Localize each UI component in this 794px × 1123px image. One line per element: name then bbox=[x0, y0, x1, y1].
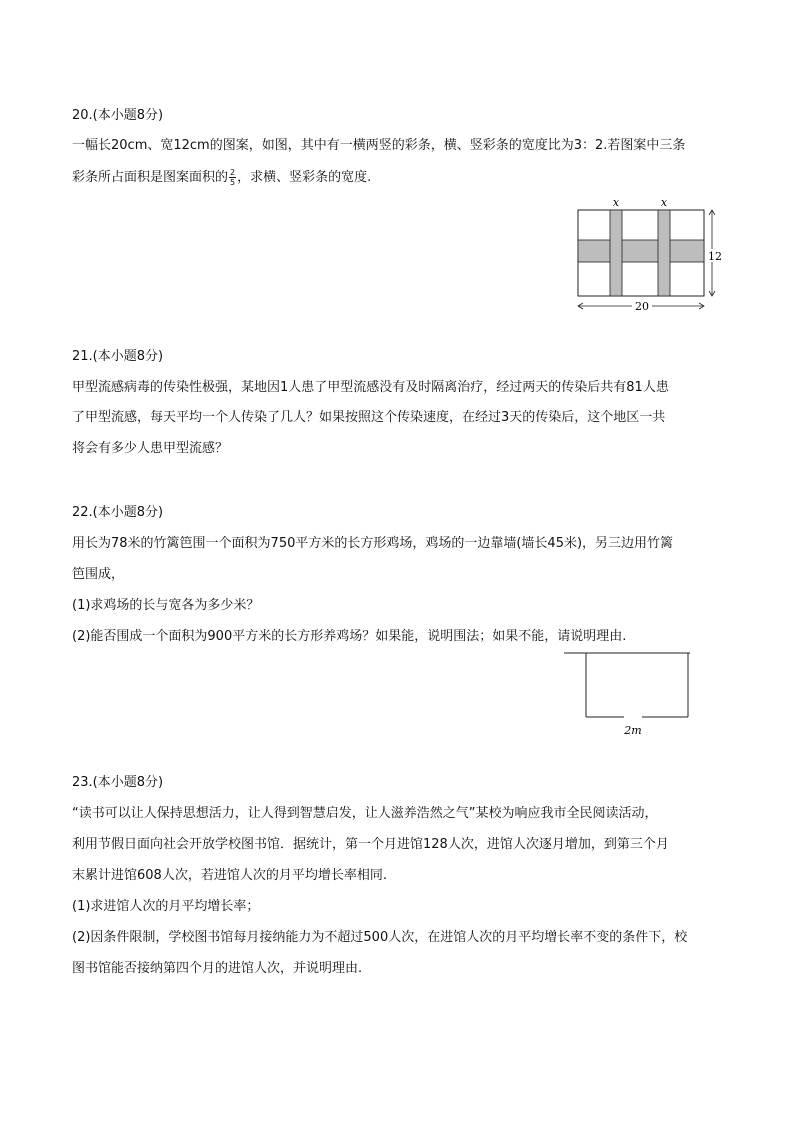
q20-label-x-2: x bbox=[660, 196, 668, 209]
q20-line-2-pre: 彩条所占面积是图案面积的 bbox=[72, 170, 229, 185]
q20-frac-den: 5 bbox=[230, 178, 236, 187]
q20-line-2-post: ，求横、竖彩条的宽度. bbox=[237, 170, 372, 185]
q23-line-2: 利用节假日面向社会开放学校图书馆．据统计，第一个月进馆128人次，进馆人次逐月增加，到第三个月 bbox=[72, 837, 669, 852]
q20-height-label: 12 bbox=[708, 250, 722, 263]
q22-line-3: (1)求鸡场的长与宽各为多少米？ bbox=[72, 598, 260, 613]
q20-frac-num: 2 bbox=[230, 168, 236, 177]
q23-line-5: (2)因条件限制，学校图书馆每月接纳能力为不超过500人次，在进馆人次的月平均增长率不变的条件下，校 bbox=[72, 930, 688, 945]
q20-figure bbox=[570, 194, 730, 316]
q20-title: 20.(本小题8分) bbox=[72, 108, 164, 123]
q22-title: 22.(本小题8分) bbox=[72, 505, 164, 520]
q21-line-3: 将会有多少人患甲型流感？ bbox=[72, 441, 229, 456]
q20-vertical-stripe-1 bbox=[610, 210, 622, 296]
q22-line-2: 笆围成， bbox=[72, 567, 125, 582]
q21-title: 21.(本小题8分) bbox=[72, 349, 164, 364]
q21-line-1: 甲型流感病毒的传染性极强，某地因1人患了甲型流感没有及时隔离治疗，经过两天的传染后共有81人患 bbox=[72, 380, 669, 395]
q23-title: 23.(本小题8分) bbox=[72, 775, 164, 790]
q20-width-label: 20 bbox=[635, 300, 649, 313]
q23-line-1: “读书可以让人保持思想活力，让人得到智慧启发，让人滋养浩然之气”某校为响应我市全民阅读活动， bbox=[72, 806, 658, 821]
q23-line-6: 图书馆能否接纳第四个月的进馆人次，并说明理由. bbox=[72, 961, 363, 976]
q20-vertical-stripe-2 bbox=[658, 210, 670, 296]
q20-line-2 bbox=[72, 166, 371, 187]
q20-line-1: 一幅长20cm、宽12cm的图案，如图，其中有一横两竖的彩条，横、竖彩条的宽度比为3：2.若图案中三条 bbox=[72, 138, 686, 153]
q22-figure bbox=[560, 645, 700, 739]
q20-horizontal-stripe bbox=[578, 240, 704, 262]
q22-gap-label: 2m bbox=[624, 724, 642, 737]
q21-line-2: 了甲型流感，每天平均一个人传染了几人？如果按照这个传染速度，在经过3天的传染后，这个地区一共 bbox=[72, 410, 666, 425]
q23-line-3: 末累计进馆608人次，若进馆人次的月平均增长率相同. bbox=[72, 868, 387, 883]
q22-line-1: 用长为78米的竹篱笆围一个面积为750平方米的长方形鸡场，鸡场的一边靠墙(墙长45米)，另三边用竹篱 bbox=[72, 536, 674, 551]
q23-line-4: (1)求进馆人次的月平均增长率； bbox=[72, 899, 260, 914]
q20-label-x-1: x bbox=[612, 196, 620, 209]
q22-line-4: (2)能否围成一个面积为900平方米的长方形养鸡场？如果能，说明围法；如果不能，请说明理由. bbox=[72, 629, 627, 644]
q20-fraction bbox=[229, 168, 236, 187]
